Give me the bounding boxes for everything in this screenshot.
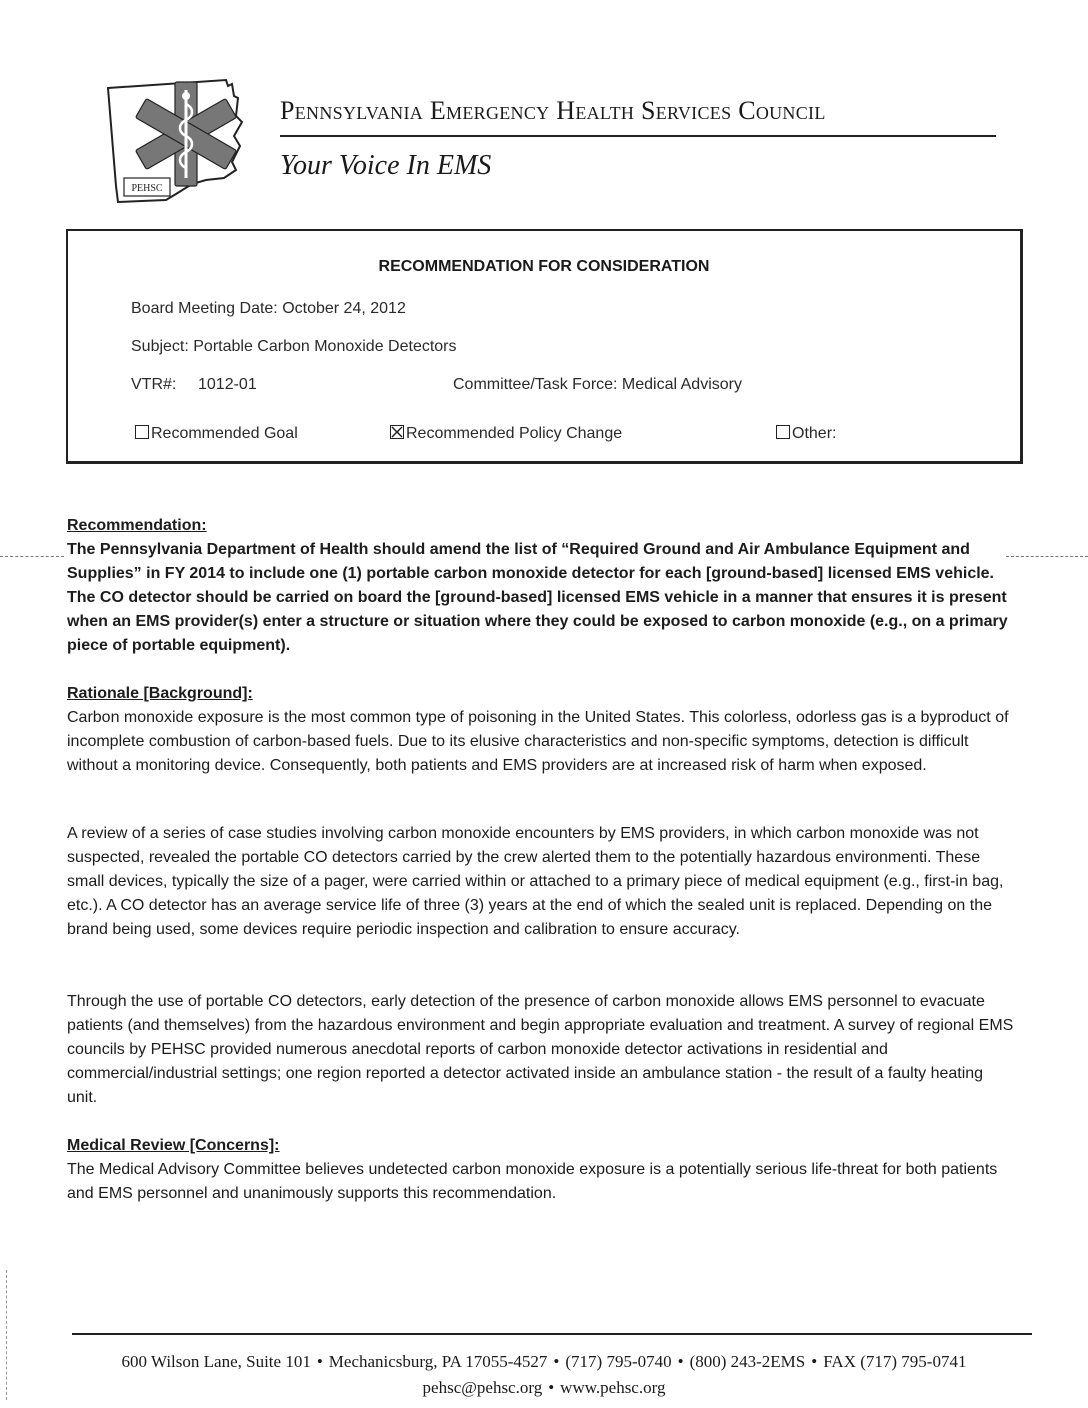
- recommendation-box: [66, 229, 1023, 464]
- checkbox-empty-icon[interactable]: [135, 425, 149, 439]
- medical-review-section: [67, 1134, 1017, 1206]
- recommendation-text: The Pennsylvania Department of Health should amend the list of “Required Ground and Air Ambulance Equipment and Supplies” in FY 2014 to include one (1) portable carbon monoxide detector for each [ground-based] licensed EMS vehicle. The CO detector should be carried on board the [ground-based] licensed EMS vehicle in a manner that ensures it is present when an EMS provider(s) enter a structure or situation where they could be exposed to carbon monoxide (e.g., on a primary piece of portable equipment).: [67, 541, 1008, 654]
- pehsc-logo: [106, 66, 244, 204]
- rationale-heading: Rationale [Background]:: [67, 685, 253, 702]
- board-meeting-date: Board Meeting Date: October 24, 2012: [131, 300, 406, 317]
- header-divider: [280, 135, 996, 137]
- org-name: Pennsylvania Emergency Health Services Council: [280, 96, 826, 125]
- rationale-paragraph: Carbon monoxide exposure is the most common type of poisoning in the United States. This colorless, odorless gas is a byproduct of incomplete combustion of carbon-based fuels. Due to its elusive characteristics and non-specific symptoms, detection is difficult without a monitoring device. Consequently, both patients and EMS providers are at increased risk of harm when exposed.: [67, 709, 1009, 774]
- scan-artifact-dash: [0, 556, 64, 557]
- logo-text: PEHSC: [131, 183, 163, 194]
- footer-web-line: [0, 1378, 1088, 1398]
- rec-box-title: RECOMMENDATION FOR CONSIDERATION: [378, 258, 710, 275]
- rationale-section-2: [67, 822, 1017, 942]
- rationale-section: [67, 682, 1017, 778]
- footer-contact-line: [0, 1352, 1088, 1372]
- footer-divider: [72, 1333, 1032, 1335]
- footer-fax: FAX (717) 795-0741: [823, 1352, 967, 1371]
- bullet-icon: •: [316, 1352, 323, 1371]
- rationale-section-3: [67, 990, 1017, 1110]
- recommendation-section: [67, 514, 1017, 658]
- bullet-icon: •: [553, 1352, 560, 1371]
- rationale-paragraph: A review of a series of case studies involving carbon monoxide encounters by EMS providers, in which carbon monoxide was not suspected, revealed the portable CO detectors carried by the crew alerted them to the potentially hazardous environmenti. These small devices, typically the size of a pager, were carried within or attached to a primary piece of medical equipment (e.g., first-in bag, etc.). A CO detector has an average service life of three (3) years at the end of which the sealed unit is replaced. Depending on the brand being used, some devices require periodic inspection and calibration to ensure accuracy.: [67, 825, 1004, 938]
- vtr-value: 1012-01: [198, 376, 257, 393]
- vtr-label: VTR#:: [131, 376, 177, 393]
- footer-city: Mechanicsburg, PA 17055-4527: [328, 1352, 548, 1371]
- medical-review-text: The Medical Advisory Committee believes undetected carbon monoxide exposure is a potentially serious life-threat for both patients and EMS personnel and unanimously supports this recommendation.: [67, 1161, 998, 1202]
- option-recommended-policy-change[interactable]: Recommended Policy Change: [390, 425, 622, 443]
- bullet-icon: •: [548, 1378, 555, 1397]
- medical-review-heading: Medical Review [Concerns]:: [67, 1137, 280, 1154]
- committee-line: Committee/Task Force: Medical Advisory: [453, 376, 742, 393]
- footer-phone: (717) 795-0740: [565, 1352, 672, 1371]
- option-other[interactable]: Other:: [776, 425, 836, 443]
- option-recommended-goal[interactable]: Recommended Goal: [135, 425, 298, 443]
- footer-website[interactable]: www.pehsc.org: [560, 1378, 666, 1397]
- checkbox-empty-icon[interactable]: [776, 425, 790, 439]
- bullet-icon: •: [811, 1352, 818, 1371]
- footer-email[interactable]: pehsc@pehsc.org: [422, 1378, 543, 1397]
- footer-tollfree: (800) 243-2EMS: [689, 1352, 806, 1371]
- bullet-icon: •: [677, 1352, 684, 1371]
- rationale-paragraph: Through the use of portable CO detectors, early detection of the presence of carbon monoxide allows EMS personnel to evacuate patients (and themselves) from the hazardous environment and begin appropriate evaluation and treatment. A survey of regional EMS councils by PEHSC provided numerous anecdotal reports of carbon monoxide detector activations in residential and commercial/industrial settings; one region reported a detector activated inside an ambulance station - the result of a faulty heating unit.: [67, 993, 1014, 1106]
- scan-artifact-dash: [1006, 556, 1088, 557]
- subject-line: Subject: Portable Carbon Monoxide Detectors: [131, 338, 457, 355]
- checkbox-checked-icon[interactable]: [390, 425, 404, 439]
- tagline: Your Voice In EMS: [280, 150, 492, 181]
- footer-address: 600 Wilson Lane, Suite 101: [121, 1352, 311, 1371]
- recommendation-heading: Recommendation:: [67, 517, 207, 534]
